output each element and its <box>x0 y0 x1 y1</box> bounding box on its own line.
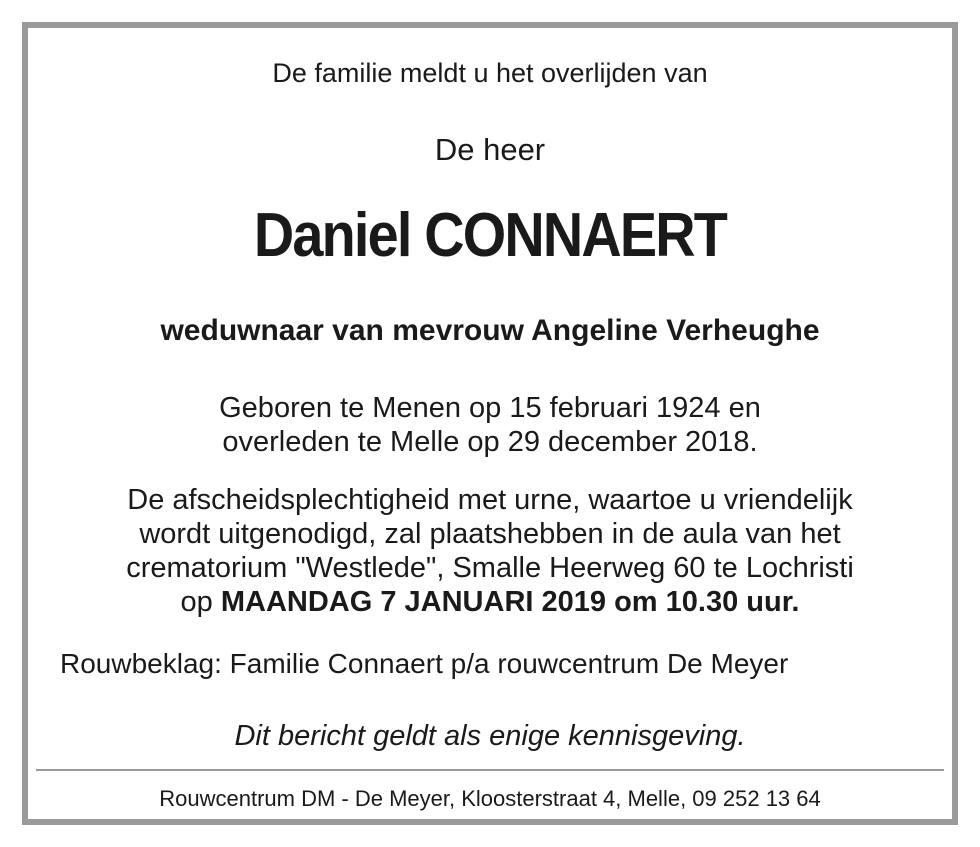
funeral-home-footer: Rouwcentrum DM - De Meyer, Kloosterstraat 4, Melle, 09 252 13 64 <box>159 786 821 811</box>
deceased-name: Daniel CONNAERT <box>253 201 727 270</box>
ceremony-line-3: crematorium "Westlede", Smalle Heerweg 60 te Lochristi <box>126 552 854 584</box>
ceremony-date: MAANDAG 7 JANUARI 2019 om 10.30 uur. <box>220 586 800 618</box>
death-line: overleden te Melle op 29 december 2018. <box>222 426 758 458</box>
ceremony-line-2: wordt uitgenodigd, zal plaatshebben in de aula van het <box>139 518 841 550</box>
ceremony-line-4 <box>28 586 952 619</box>
spouse-line: weduwnaar van mevrouw Angeline Verheughe <box>160 314 820 347</box>
birth-line: Geboren te Menen op 15 februari 1924 en <box>219 392 761 424</box>
honorific: De heer <box>434 132 546 167</box>
ceremony-date-prefix: op <box>180 586 213 618</box>
ceremony-line-1: De afscheidsplechtigheid met urne, waartoe u vriendelijk <box>127 484 853 516</box>
obituary-card <box>22 22 958 825</box>
condolence-address: Rouwbeklag: Familie Connaert p/a rouwcentrum De Meyer <box>60 648 789 679</box>
footer-divider <box>36 769 944 771</box>
intro-text: De familie meldt u het overlijden van <box>272 58 708 88</box>
notice-text: Dit bericht geldt als enige kennisgeving. <box>234 720 746 752</box>
